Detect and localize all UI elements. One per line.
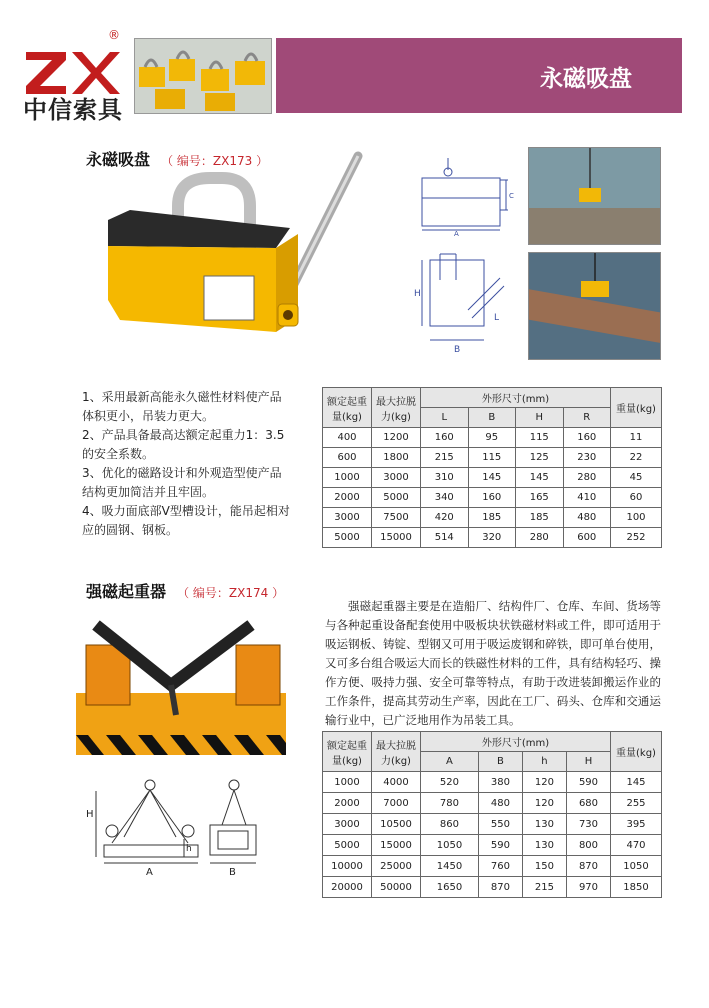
table-row — [323, 814, 662, 835]
table-cell: 1200 — [372, 428, 421, 448]
table-cell: 130 — [522, 835, 566, 856]
table-cell: 480 — [563, 508, 611, 528]
section2-description: 强磁起重器主要是在造船厂、结构件厂、仓库、车间、货场等与各种起重设备配套使用中吸板块状铁磁材料或工件，即可适用于吸运钢板、铸锭、型钢又可用于吸运废钢和碎铁，即可单台使用，又可多台组合吸运大而长的铁磁性材料的工件，具有结构轻巧、操作方便、吸持力强、安全可靠等特点，有助于改进装卸搬运作业的工作条件，提高其劳动生产率，因此在工厂、码头、仓库和交通运输行业中，已广泛地用作为吊装工具。 — [325, 599, 661, 727]
lifter-dimension-diagram — [410, 150, 520, 360]
table-cell: 1050 — [611, 856, 662, 877]
section2-table-body — [323, 772, 662, 898]
table-cell: 50000 — [372, 877, 421, 898]
table-cell: 215 — [421, 448, 469, 468]
table-cell: 5000 — [372, 488, 421, 508]
feature-item: 4、吸力面底部V型槽设计，能吊起相对应的圆钢、钢板。 — [82, 504, 290, 537]
diagram-label-l: L — [494, 313, 500, 323]
table-cell: 1000 — [323, 772, 372, 793]
col-rated-load: 额定起重量(kg) — [323, 388, 372, 428]
table-row — [323, 488, 662, 508]
table-cell: 780 — [421, 793, 479, 814]
table-cell: 1800 — [372, 448, 421, 468]
col-dim: A — [421, 752, 479, 772]
table-cell: 2000 — [323, 488, 372, 508]
table-cell: 185 — [468, 508, 516, 528]
col-dim: H — [516, 408, 564, 428]
table-cell: 3000 — [323, 814, 372, 835]
table-cell: 480 — [478, 793, 522, 814]
table-cell: 380 — [478, 772, 522, 793]
table-cell: 5000 — [323, 835, 372, 856]
table-row — [323, 468, 662, 488]
feature-item: 3、优化的磁路设计和外观造型使产品结构更加简洁并且牢固。 — [82, 466, 282, 499]
table-cell: 25000 — [372, 856, 421, 877]
table-cell: 395 — [611, 814, 662, 835]
table-cell: 320 — [468, 528, 516, 548]
section1-features — [82, 388, 292, 540]
table-cell: 280 — [563, 468, 611, 488]
table-cell: 160 — [421, 428, 469, 448]
table-row — [323, 448, 662, 468]
table-cell: 115 — [468, 448, 516, 468]
table-cell: 590 — [566, 772, 610, 793]
table-cell: 45 — [611, 468, 662, 488]
table-cell: 15000 — [372, 528, 421, 548]
table-cell: 760 — [478, 856, 522, 877]
table-cell: 2000 — [323, 793, 372, 814]
table-cell: 230 — [563, 448, 611, 468]
diagram-label-c: C — [509, 192, 514, 200]
table-cell: 3000 — [372, 468, 421, 488]
table-cell: 255 — [611, 793, 662, 814]
diagram-label-a: A — [454, 230, 459, 238]
table-cell: 1050 — [421, 835, 479, 856]
table-cell: 10000 — [323, 856, 372, 877]
diagram2-label-a: A — [146, 867, 153, 878]
section2-title: 强磁起重器 — [86, 582, 167, 601]
table-cell: 410 — [563, 488, 611, 508]
table-cell: 870 — [478, 877, 522, 898]
table-cell: 60 — [611, 488, 662, 508]
registered-mark: ® — [108, 28, 120, 42]
table-cell: 280 — [516, 528, 564, 548]
col-dimensions: 外形尺寸(mm) — [421, 732, 611, 752]
table-cell: 215 — [522, 877, 566, 898]
table-cell: 125 — [516, 448, 564, 468]
table-cell: 470 — [611, 835, 662, 856]
table-cell: 165 — [516, 488, 564, 508]
table-cell: 20000 — [323, 877, 372, 898]
table-cell: 185 — [516, 508, 564, 528]
header-product-photo — [134, 38, 272, 114]
table-row — [323, 428, 662, 448]
table-cell: 1450 — [421, 856, 479, 877]
table-row — [323, 793, 662, 814]
table-cell: 22 — [611, 448, 662, 468]
diagram2-label-b: B — [229, 867, 236, 878]
col-max-pull: 最大拉脱力(kg) — [372, 732, 421, 772]
section2-spec-table — [322, 731, 662, 898]
col-dim: h — [522, 752, 566, 772]
table-cell: 100 — [611, 508, 662, 528]
section1-title: 永磁吸盘 — [86, 150, 151, 169]
application-photo-workshop — [528, 147, 661, 245]
col-dimensions: 外形尺寸(mm) — [421, 388, 611, 408]
section1-code: （ 编号：ZX173 ） — [161, 154, 269, 168]
banner-title: 永磁吸盘 — [540, 66, 632, 92]
col-dim: B — [478, 752, 522, 772]
col-rated-load: 额定起重量(kg) — [323, 732, 372, 772]
brand-name: 中信索具 — [23, 96, 123, 124]
table-cell: 160 — [468, 488, 516, 508]
section1-table-body — [323, 428, 662, 548]
col-dim: B — [468, 408, 516, 428]
table-cell: 145 — [611, 772, 662, 793]
table-cell: 4000 — [372, 772, 421, 793]
col-dim: R — [563, 408, 611, 428]
section2-code: （ 编号：ZX174 ） — [177, 586, 285, 600]
table-cell: 120 — [522, 793, 566, 814]
table-cell: 11 — [611, 428, 662, 448]
table-row — [323, 835, 662, 856]
table-cell: 160 — [563, 428, 611, 448]
section1-spec-table — [322, 387, 662, 548]
table-cell: 680 — [566, 793, 610, 814]
table-cell: 860 — [421, 814, 479, 835]
table-row — [323, 877, 662, 898]
table-row — [323, 508, 662, 528]
diagram2-label-h: H — [86, 809, 94, 820]
table-cell: 145 — [516, 468, 564, 488]
table-cell: 95 — [468, 428, 516, 448]
col-dim: L — [421, 408, 469, 428]
application-photo-round-steel — [528, 252, 661, 360]
table-row — [323, 528, 662, 548]
section2-heading — [86, 579, 284, 602]
table-cell: 15000 — [372, 835, 421, 856]
table-cell: 870 — [566, 856, 610, 877]
table-cell: 1850 — [611, 877, 662, 898]
table-cell: 600 — [323, 448, 372, 468]
col-max-pull: 最大拉脱力(kg) — [372, 388, 421, 428]
table-cell: 150 — [522, 856, 566, 877]
header-banner — [276, 38, 682, 113]
table-cell: 130 — [522, 814, 566, 835]
table-cell: 252 — [611, 528, 662, 548]
table-cell: 7000 — [372, 793, 421, 814]
col-weight: 重量(kg) — [611, 732, 662, 772]
table-cell: 520 — [421, 772, 479, 793]
table-cell: 800 — [566, 835, 610, 856]
col-dim: H — [566, 752, 610, 772]
table-cell: 420 — [421, 508, 469, 528]
table-cell: 600 — [563, 528, 611, 548]
table-cell: 310 — [421, 468, 469, 488]
table-cell: 7500 — [372, 508, 421, 528]
table-cell: 10500 — [372, 814, 421, 835]
table-cell: 145 — [468, 468, 516, 488]
diagram-label-b: B — [454, 345, 461, 355]
table-cell: 3000 — [323, 508, 372, 528]
table-cell: 730 — [566, 814, 610, 835]
col-weight: 重量(kg) — [611, 388, 662, 428]
diagram2-label-h-small: h — [186, 844, 192, 854]
table-cell: 120 — [522, 772, 566, 793]
permanent-magnetic-lifter-image — [100, 150, 370, 370]
table-cell: 115 — [516, 428, 564, 448]
table-cell: 1650 — [421, 877, 479, 898]
table-cell: 340 — [421, 488, 469, 508]
table-row — [323, 856, 662, 877]
diagram-label-h: H — [414, 289, 421, 299]
strong-lifter-dimension-diagram — [82, 775, 282, 895]
table-row — [323, 772, 662, 793]
table-cell: 5000 — [323, 528, 372, 548]
table-cell: 970 — [566, 877, 610, 898]
table-cell: 400 — [323, 428, 372, 448]
feature-item: 2、产品具备最高达额定起重力1：3.5的安全系数。 — [82, 428, 285, 461]
table-cell: 514 — [421, 528, 469, 548]
feature-item: 1、采用最新高能永久磁性材料使产品体积更小，吊装力更大。 — [82, 390, 282, 423]
table-cell: 590 — [478, 835, 522, 856]
strong-magnetic-lifter-image — [76, 605, 286, 765]
table-cell: 1000 — [323, 468, 372, 488]
table-cell: 550 — [478, 814, 522, 835]
